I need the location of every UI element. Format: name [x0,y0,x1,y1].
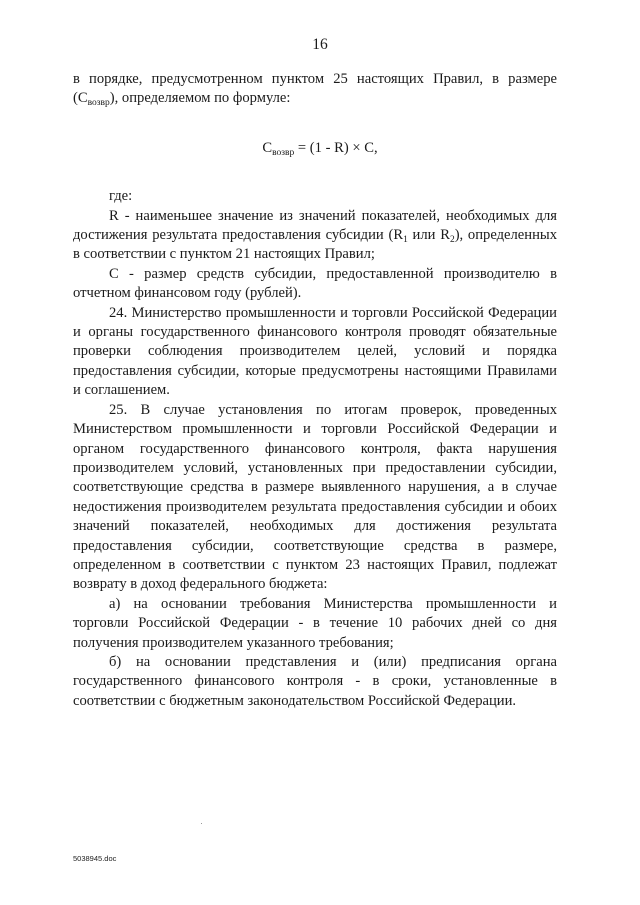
intro-text-end: ), определяемом по формуле: [109,90,291,107]
c-definition: С - размер средств субсидии, предоставленной производителю в отчетном финансовом году (рублей). [73,265,557,302]
intro-text-start: в порядке, предусмотренном пунктом 25 настоящих Правил, в размере (С [73,71,557,107]
footer-filename: 5038945.doc [73,854,117,863]
document-body [73,70,557,711]
r-definition [73,207,557,265]
r-definition-text-1: R - наименьшее значение из значений показателей, необходимых для достижения результата предоставления субсидии (R [73,207,557,244]
intro-paragraph [73,70,557,109]
intro-subscript: возвр [87,98,110,109]
formula-symbol: С [262,139,273,156]
r-definition-text-2: или R [407,227,450,244]
paragraph-25: 25. В случае установления по итогам проверок, проведенных Министерством промышленности и торговли Российской Федерации и органом государственного финансового контроля, факта нарушения производителем условий, установленных при предоставлении субсидии, соответствующие средства в размере выявленного нарушения, а в случае недостижения производителем результата предоставления субсидии и обоих значений показателей, необходимых для достижения результата предоставления субсидии, соответствующие средства в размере, определенном в соответствии с пунктом 23 настоящих Правил, подлежат возврату в доход федерального бюджета: [73,401,557,593]
formula [73,139,557,158]
formula-subscript: возвр [272,147,295,158]
r-subscript-1: 1 [403,235,408,246]
r-definition-text-3: ), определенных в соответствии с пунктом 21 настоящих Правил; [73,227,558,263]
where-label: где: [109,188,133,205]
paragraph-25-b: б) на основании представления и (или) предписания органа государственного финансового контроля - в сроки, установленные в соответствии с бюджетным законодательством Российской Федерации. [73,653,557,709]
r-subscript-2: 2 [449,235,455,246]
scan-speck [201,823,202,824]
paragraph-25-a: а) на основании требования Министерства промышленности и торговли Российской Федерации - в течение 10 рабочих дней со дня получения производителем указанного требования; [73,595,557,651]
page-number: 16 [312,36,328,53]
formula-expression: = (1 - R) × С, [294,139,378,156]
paragraph-24: 24. Министерство промышленности и торговли Российской Федерации и органы государственного финансового контроля проводят обязательные проверки соблюдения производителем целей, условий и порядка предоставления субсидии, которые предусмотрены настоящими Правилами и соглашением. [73,304,557,399]
